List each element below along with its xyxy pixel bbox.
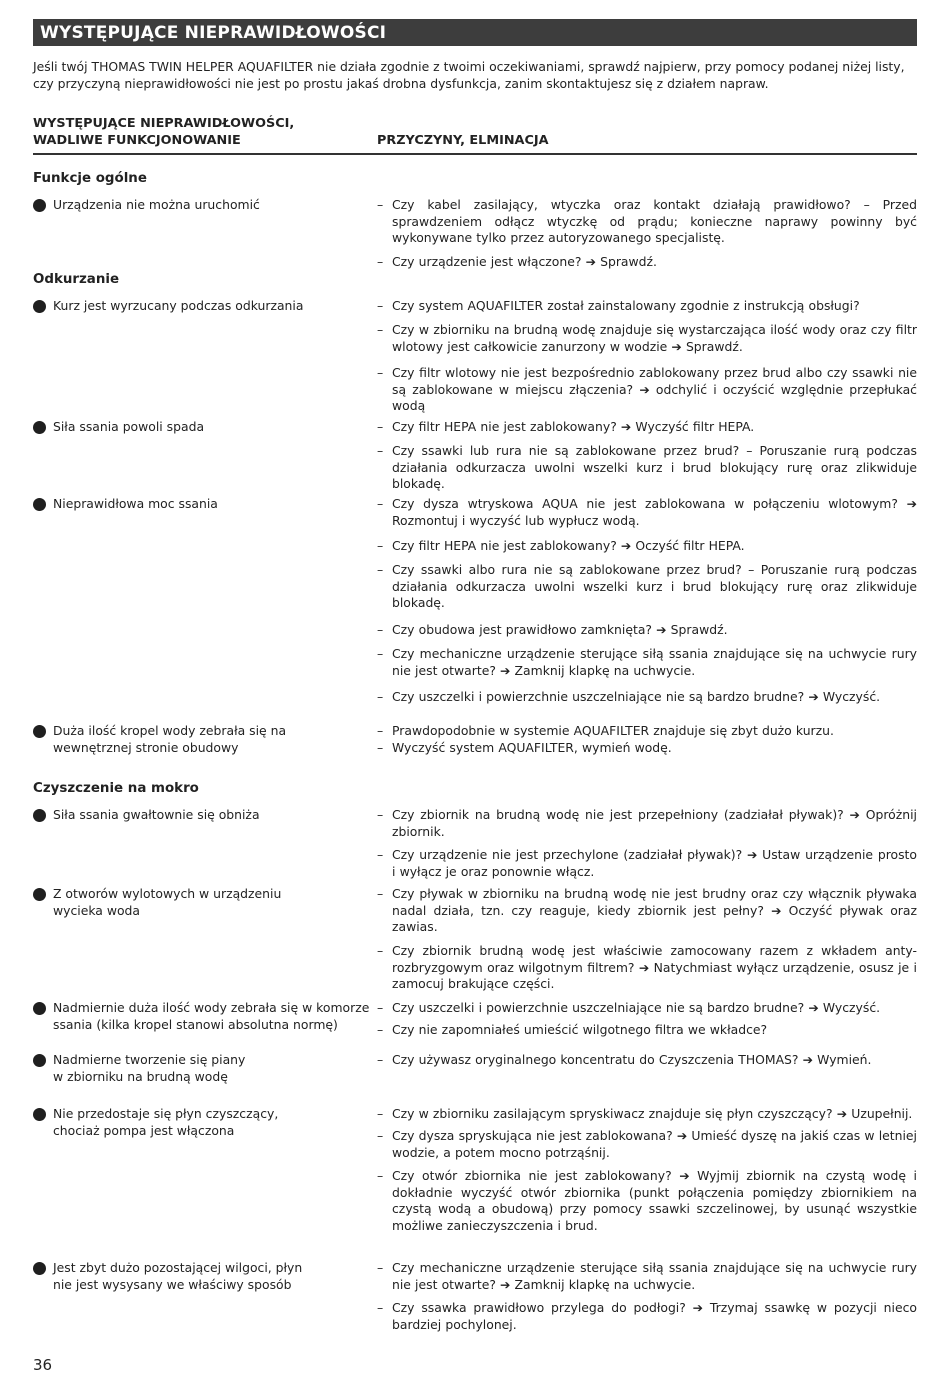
cause-item: – Czy kabel zasilający, wtyczka oraz kontakt działają prawidłowo? – Przed sprawdzeniem odłącz wtyczkę od prądu; konieczne naprawy powinny być wykonywane tylko przez autoryzowanego specjalistę. bbox=[377, 197, 917, 246]
intro-line: czy przyczyną nieprawidłowości nie jest po prostu jakaś drobna dysfunkcja, zanim skontaktujesz się z działem napraw. bbox=[33, 75, 769, 91]
cause-item: – Czy w zbiorniku zasilającym spryskiwacz znajduje się płyn czyszczący? ➔ Uzupełnij. bbox=[377, 1106, 913, 1121]
column-header-line: WYSTĘPUJĄCE NIEPRAWIDŁOWOŚCI, bbox=[33, 116, 295, 131]
bullet-icon bbox=[33, 809, 46, 822]
cause-item: – Czy urządzenie jest włączone? ➔ Sprawdź. bbox=[377, 254, 657, 269]
section-heading: Odkurzanie bbox=[33, 272, 120, 287]
cause-item: – Czy filtr wlotowy nie jest bezpośrednio zablokowany przez brud albo czy ssawki nie są zablokowane w miejscu złączenia? ➔ odchylić i oczyścić względnie przepłukać wodą bbox=[377, 365, 917, 414]
bullet-icon bbox=[33, 421, 46, 434]
cause-item: – Czy obudowa jest prawidłowo zamknięta? ➔ Sprawdź. bbox=[377, 622, 728, 637]
cause-item: – Czy dysza spryskująca nie jest zablokowana? ➔ Umieść dyszę na jakiś czas w letniej wodzie, a potem mocno potrząśnij. bbox=[377, 1128, 917, 1160]
manual-page: WYSTĘPUJĄCE NIEPRAWIDŁOWOŚCI Jeśli twój THOMAS TWIN HELPER AQUAFILTER nie działa zgodnie z twoimi oczekiwaniami, sprawdź najpierw, przy pomocy podanej niżej listy, czy przyczyną nieprawidłowości nie jest po prostu jakaś drobna dysfunkcja, zanim skontaktujesz się z działem napraw. WYSTĘPUJĄCE NIEPRAWIDŁOWOŚCI, WADLIWE FUNKCJONOWANIE PRZYCZYNY, ELMINACJA Funkcje ogólne Urządzenia nie można uruchomić – Czy kabel zasilający, wtyczka oraz kontakt działają prawidłowo? – Przed sprawdzeniem odłącz wtyczkę od prądu; konieczne naprawy powinny być wykonywane tylko przez autoryzowanego specjalistę. – Czy urządzenie jest włączone? ➔ Sprawdź. Odkurzanie Kurz jest wyrzucany podczas odkurzania – Czy system AQUAFILTER został zainstalowany zgodnie z instrukcją obsługi? – Czy w zbiorniku na brudną wodę znajduje się wystarczająca ilość wody oraz czy filtr wlotowy jest całkowicie zanurzony w wodzie ➔ Sprawdź. – Czy filtr wlotowy nie jest bezpośrednio zablokowany przez brud albo czy ssawki nie są zablokowane w miejscu złączenia? ➔ odchylić i oczyścić względnie przepłukać wodą Siła ssania powoli spada – Czy filtr HEPA nie jest zablokowany? ➔ Wyczyść filtr HEPA. – Czy ssawki lub rura nie są zablokowane przez brud? – Poruszanie rurą podczas działania odkurzacza uwolni wszelki kurz i brud blokujący rurę oraz zlikwiduje blokadę. Nieprawidłowa moc ssania – Czy dysza wtryskowa AQUA nie jest zablokowana w połączeniu wlotowym? ➔ Rozmontuj i wyczyść lub wypłucz wodą. – Czy filtr HEPA nie jest zablokowany? ➔ Oczyść filtr HEPA. – Czy ssawki albo rura nie są zablokowane przez brud? – Poruszanie rurą podczas działania odkurzacza uwolni wszelki kurz i brud blokujący rurę oraz zlikwiduje blokadę. – Czy obudowa jest prawidłowo zamknięta? ➔ Sprawdź. – Czy mechaniczne urządzenie sterujące siłą ssania znajdujące się na uchwycie rury nie jest otwarte? ➔ Zamknij klapkę na uchwycie. – Czy uszczelki i powierzchnie uszczelniające nie są bardzo brudne? ➔ Wyczyść. Duża ilość kropel wody zebrała się na wewnętrznej stronie obudowy – Prawdopodobnie w systemie AQUAFILTER znajduje się zbyt dużo kurzu. – Wyczyść system AQUAFILTER, wymień wodę. Czyszczenie na mokro Siła ssania gwałtownie się obniża – Czy zbiornik na brudną wodę nie jest przepełniony (zadziałał pływak)? ➔ Opróżnij zbiornik. – Czy urządzenie nie jest przechylone (zadziałał pływak)? ➔ Ustaw urządzenie prosto i wyłącz je oraz ponownie włącz. Z otworów wylotowych w urządzeniu wycieka woda – Czy pływak w zbiorniku na brudną wodę nie jest brudny oraz czy włącznik pływaka nadal działa, tzn. czy reaguje, kiedy zbiornik jest pełny? ➔ Oczyść pływak oraz zawias. – Czy zbiornik brudną wodę jest właściwie zamocowany razem z wkładem anty-rozbryzgowym oraz wilgotnym filtrem? ➔ Natychmiast wyłącz urządzenie, osusz je i zamocuj brakujące części. Nadmiernie duża ilość wody zebrała się w komorze ssania (kilka kropel stanowi absolutna normę) – Czy uszczelki i powierzchnie uszczelniające nie są bardzo brudne? ➔ Wyczyść. – Czy nie zapomniałeś umieścić wilgotnego filtra we wkładce? Nadmierne tworzenie się piany w zbiorniku na brudną wodę – Czy używasz oryginalnego koncentratu do Czyszczenia THOMAS? ➔ Wymień. Nie przedostaje się płyn czyszczący, chociaż pompa jest włączona – Czy w zbiorniku zasilającym spryskiwacz znajduje się płyn czyszczący? ➔ Uzupełnij. – Czy dysza spryskująca nie jest zablokowana? ➔ Umieść dyszę na jakiś czas w letniej wodzie, a potem mocno potrząśnij. – Czy otwór zbiornika nie jest zablokowany? ➔ Wyjmij zbiornik na czystą wodę i dokładnie wyczyść otwór zbiornika (punkt połączenia pomiędzy zbiornikiem na czystą wodą a obudową) przy pomocy ssawki szczelinowej, by usunąć wszystkie możliwe zanieczyszczenia i brud. Jest zbyt dużo pozostającej wilgoci, płyn nie jest wysysany we właściwy sposób – Czy mechaniczne urządzenie sterujące siłą ssania znajdujące się na uchwycie rury nie jest otwarte? ➔ Zamknij klapkę na uchwycie. – Czy ssawka prawidłowo przylega do podłogi? ➔ Trzymaj ssawkę w pozycji nieco bardziej pochylonej. 36 bbox=[0, 0, 950, 1378]
cause-item: – Czy ssawki lub rura nie są zablokowane przez brud? – Poruszanie rurą podczas działania odkurzacza uwolni wszelki kurz i brud blokujący rurę oraz zlikwiduje blokadę. bbox=[377, 443, 917, 492]
cause-item: – Czy filtr HEPA nie jest zablokowany? ➔ Oczyść filtr HEPA. bbox=[377, 538, 745, 553]
bullet-icon bbox=[33, 300, 46, 313]
cause-item: – Czy zbiornik brudną wodę jest właściwie zamocowany razem z wkładem anty-rozbryzgowym oraz wilgotnym filtrem? ➔ Natychmiast wyłącz urządzenie, osusz je i zamocuj brakujące części. bbox=[377, 943, 917, 992]
page-title: WYSTĘPUJĄCE NIEPRAWIDŁOWOŚCI bbox=[40, 23, 387, 43]
cause-item: – Czy używasz oryginalnego koncentratu do Czyszczenia THOMAS? ➔ Wymień. bbox=[377, 1052, 872, 1067]
cause-item: – Czy mechaniczne urządzenie sterujące siłą ssania znajdujące się na uchwycie rury nie jest otwarte? ➔ Zamknij klapkę na uchwycie. bbox=[377, 1260, 917, 1292]
title-bar bbox=[33, 19, 917, 46]
cause-item: – Czy nie zapomniałeś umieścić wilgotnego filtra we wkładce? bbox=[377, 1022, 768, 1037]
bullet-icon bbox=[33, 1262, 46, 1275]
column-header-problems bbox=[33, 116, 294, 149]
cause-item: – Czy otwór zbiornika nie jest zablokowany? ➔ Wyjmij zbiornik na czystą wodę i dokładnie wyczyść otwór zbiornika (punkt połączenia pomiędzy zbiornikiem na czystą wodą a obudową) przy pomocy ssawki szczelinowej, by usunąć wszystkie możliwe zanieczyszczenia i brud. bbox=[377, 1168, 917, 1233]
cause-item: – Czy ssawki albo rura nie są zablokowane przez brud? – Poruszanie rurą podczas działania odkurzacza uwolni wszelki kurz i brud blokujący rurę oraz zlikwiduje blokadę. bbox=[377, 562, 917, 611]
cause-item: – Czy ssawka prawidłowo przylega do podłogi? ➔ Trzymaj ssawkę w pozycji nieco bardziej pochylonej. bbox=[377, 1300, 917, 1332]
cause-item: – Czy zbiornik na brudną wodę nie jest przepełniony (zadziałał pływak)? ➔ Opróżnij zbiornik. bbox=[377, 807, 917, 839]
column-header-line: WADLIWE FUNKCJONOWANIE bbox=[33, 132, 241, 148]
bullet-icon bbox=[33, 1054, 46, 1067]
cause-item: – Czy mechaniczne urządzenie sterujące siłą ssania znajdujące się na uchwycie rury nie jest otwarte? ➔ Zamknij klapkę na uchwycie. bbox=[377, 646, 917, 678]
cause-item: – Czy dysza wtryskowa AQUA nie jest zablokowana w połączeniu wlotowym? ➔ Rozmontuj i wyczyść lub wypłucz wodą. bbox=[377, 496, 917, 528]
cause-item: – Wyczyść system AQUAFILTER, wymień wodę. bbox=[377, 740, 672, 755]
bullet-icon bbox=[33, 888, 46, 901]
column-header-causes: PRZYCZYNY, ELMINACJA bbox=[377, 133, 549, 148]
section-heading: Czyszczenie na mokro bbox=[33, 781, 199, 796]
cause-item: – Prawdopodobnie w systemie AQUAFILTER znajduje się zbyt dużo kurzu. bbox=[377, 723, 834, 738]
cause-item: – Czy uszczelki i powierzchnie uszczelniające nie są bardzo brudne? ➔ Wyczyść. bbox=[377, 1000, 881, 1015]
bullet-icon bbox=[33, 1108, 46, 1121]
cause-item: – Czy pływak w zbiorniku na brudną wodę nie jest brudny oraz czy włącznik pływaka nadal działa, tzn. czy reaguje, kiedy zbiornik jest pełny? ➔ Oczyść pływak oraz zawias. bbox=[377, 886, 917, 935]
intro-paragraph bbox=[33, 59, 923, 92]
bullet-icon bbox=[33, 199, 46, 212]
page-number: 36 bbox=[33, 1356, 53, 1374]
header-rule bbox=[33, 153, 917, 155]
intro-line: Jeśli twój THOMAS TWIN HELPER AQUAFILTER nie działa zgodnie z twoimi oczekiwaniami, sprawdź najpierw, przy pomocy podanej niżej listy, bbox=[33, 59, 905, 74]
bullet-icon bbox=[33, 725, 46, 738]
cause-item: – Czy w zbiorniku na brudną wodę znajduje się wystarczająca ilość wody oraz czy filtr wlotowy jest całkowicie zanurzony w wodzie ➔ Sprawdź. bbox=[377, 322, 917, 354]
cause-item: – Czy system AQUAFILTER został zainstalowany zgodnie z instrukcją obsługi? bbox=[377, 298, 860, 313]
cause-item: – Czy uszczelki i powierzchnie uszczelniające nie są bardzo brudne? ➔ Wyczyść. bbox=[377, 689, 881, 704]
cause-item: – Czy urządzenie nie jest przechylone (zadziałał pływak)? ➔ Ustaw urządzenie prosto i wyłącz je oraz ponownie włącz. bbox=[377, 847, 917, 879]
section-heading: Funkcje ogólne bbox=[33, 171, 147, 186]
bullet-icon bbox=[33, 1002, 46, 1015]
cause-item: – Czy filtr HEPA nie jest zablokowany? ➔ Wyczyść filtr HEPA. bbox=[377, 419, 755, 434]
bullet-icon bbox=[33, 498, 46, 511]
